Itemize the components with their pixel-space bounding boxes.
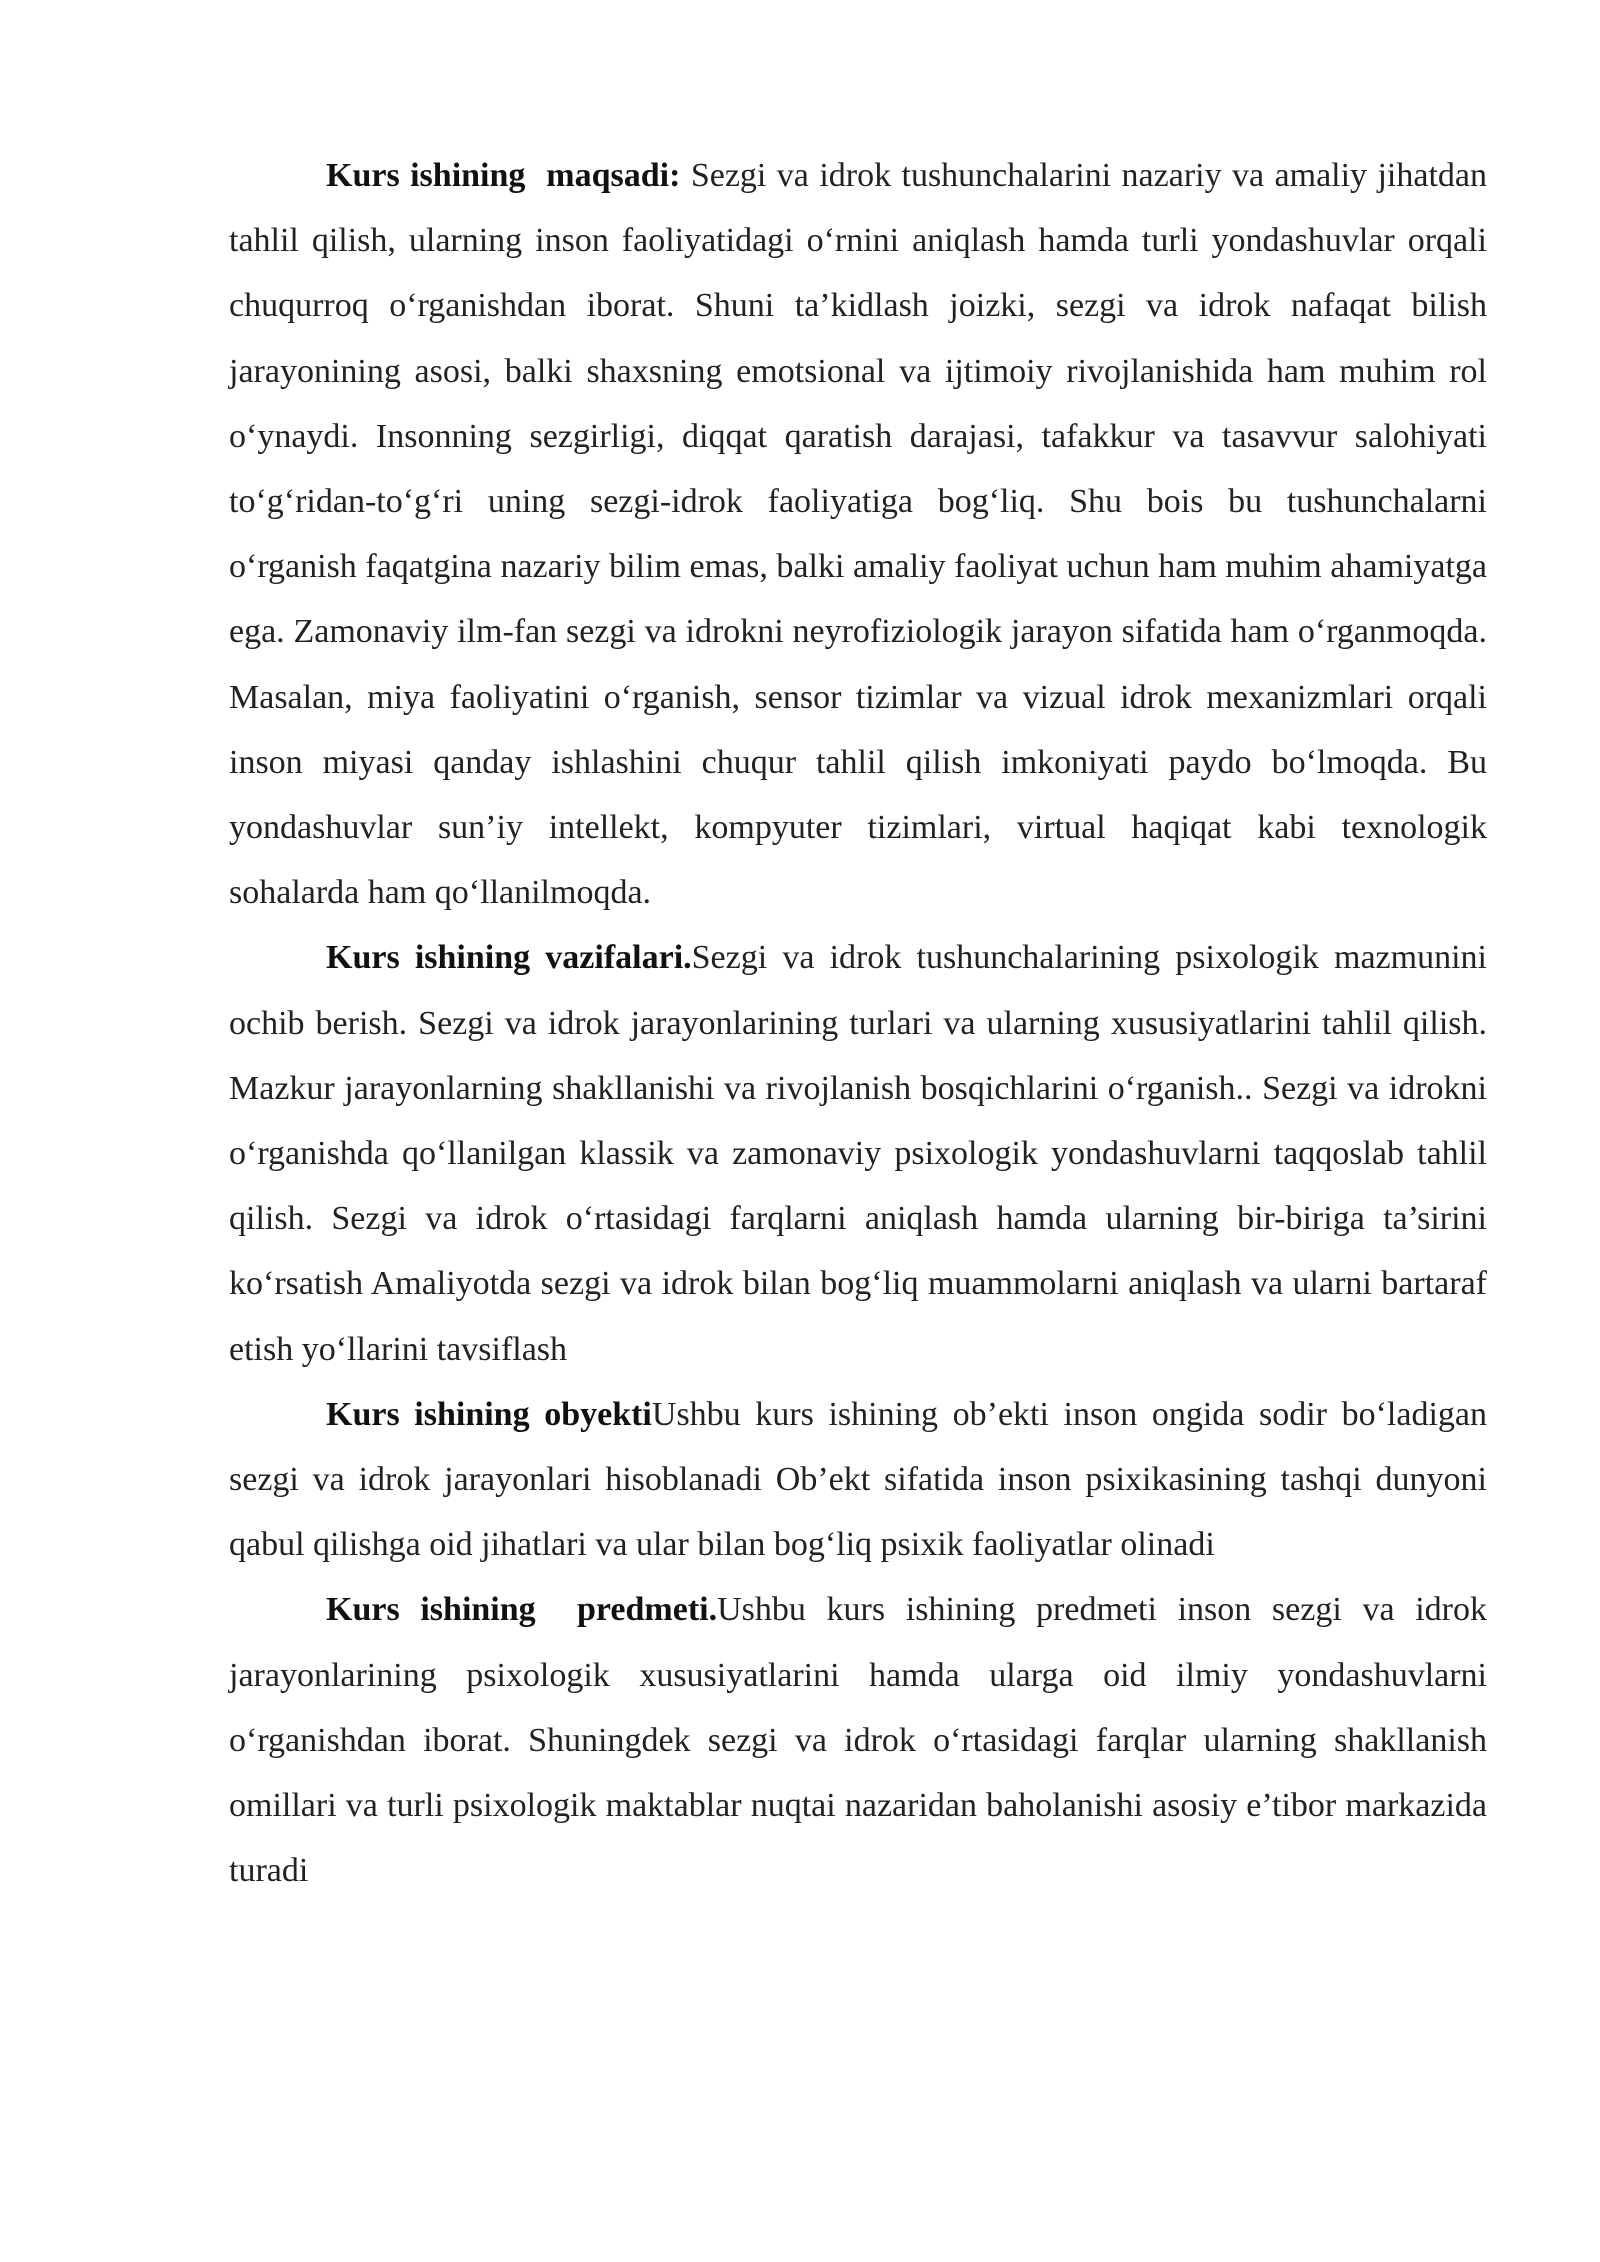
paragraph-text: Sezgi va idrok tushunchalarini nazariy va amaliy jihatdan tahlil qilish, ularning inson faoliyatidagi o‘rnini aniqlash hamda turli yondashuvlar orqali chuqurroq o‘rganishdan iborat. Shuni ta’kidlash joizki, sezgi va idrok nafaqat bilish jarayonining asosi, balki shaxsning emotsional va ijtimoiy rivojlanishida ham muhim rol o‘ynaydi. Insonning sezgirligi, diqqat qaratish darajasi, tafakkur va tasavvur salohiyati to‘g‘ridan-to‘g‘ri uning sezgi-idrok faoliyatiga bog‘liq. Shu bois bu tushunchalarni o‘rganish faqatgina nazariy bilim emas, balki amaliy faoliyat uchun ham muhim ahamiyatga ega. Zamonaviy ilm-fan sezgi va idrokni neyrofiziologik jarayon sifatida ham o‘rganmoqda. Masalan, miya faoliyatini o‘rganish, sensor tizimlar va vizual idrok mexanizmlari orqali inson miyasi qanday ishlashini chuqur tahlil qilish imkoniyati paydo bo‘lmoqda. Bu yondashuvlar sun’iy intellekt, kompyuter tizimlari, virtual haqiqat kabi texnologik sohalarda ham qo‘llanilmoqda. bbox=[229, 157, 1487, 912]
paragraph-heading: Kurs ishining vazifalari. bbox=[326, 939, 692, 977]
paragraph-obyekti bbox=[229, 1382, 1487, 1578]
document-body bbox=[229, 143, 1487, 1903]
paragraph-maqsadi bbox=[229, 143, 1487, 925]
paragraph-heading: Kurs ishining maqsadi: bbox=[326, 157, 681, 194]
paragraph-heading: Kurs ishining predmeti. bbox=[326, 1591, 718, 1629]
paragraph-vazifalari bbox=[229, 925, 1487, 1381]
paragraph-text: Ushbu kurs ishining predmeti inson sezgi va idrok jarayonlarining psixologik xususiyatlarini hamda ularga oid ilmiy yondashuvlarni o‘rganishdan iborat. Shuningdek sezgi va idrok o‘rtasidagi farqlar ularning shakllanish omillari va turli psixologik maktablar nuqtai nazaridan baholanishi asosiy e’tibor markazida turadi bbox=[229, 1591, 1487, 1890]
paragraph-predmeti bbox=[229, 1577, 1487, 1903]
paragraph-heading: Kurs ishining obyekti bbox=[326, 1395, 652, 1433]
paragraph-text: Sezgi va idrok tushunchalarining psixologik mazmunini ochib berish. Sezgi va idrok jarayonlarining turlari va ularning xususiyatlarini tahlil qilish. Mazkur jarayonlarning shakllanishi va rivojlanish bosqichlarini o‘rganish.. Sezgi va idrokni o‘rganishda qo‘llanilgan klassik va zamonaviy psixologik yondashuvlarni taqqoslab tahlil qilish. Sezgi va idrok o‘rtasidagi farqlarni aniqlash hamda ularning bir-biriga ta’sirini ko‘rsatish Amaliyotda sezgi va idrok bilan bog‘liq muammolarni aniqlash va ularni bartaraf etish yo‘llarini tavsiflash bbox=[229, 939, 1487, 1368]
paragraph-text: Ushbu kurs ishining ob’ekti inson ongida sodir bo‘ladigan sezgi va idrok jarayonlari hisoblanadi Ob’ekt sifatida inson psixikasining tashqi dunyoni qabul qilishga oid jihatlari va ular bilan bog‘liq psixik faoliyatlar olinadi bbox=[229, 1395, 1488, 1564]
